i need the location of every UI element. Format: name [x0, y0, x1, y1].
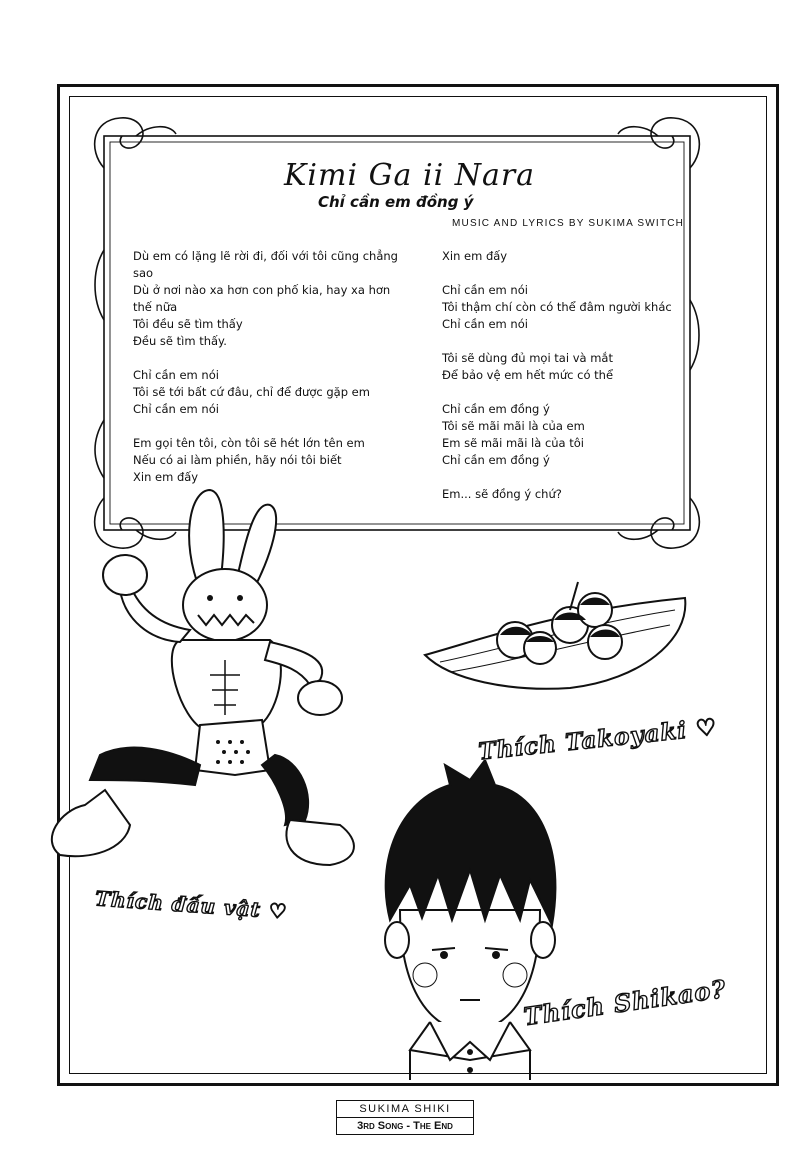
lyric-line: Tôi sẽ mãi mãi là của em: [442, 419, 585, 433]
lyric-stanza: [133, 435, 423, 486]
lyric-line: Tôi sẽ dùng đủ mọi tai và mắt: [442, 351, 613, 365]
lyric-line: Nếu có ai làm phiền, hãy nói tôi biết: [133, 453, 342, 467]
lyric-stanza: [133, 367, 423, 418]
lyric-line: Tôi thậm chí còn có thể đâm người khác: [442, 300, 672, 314]
chapter-end-label: [336, 1100, 474, 1135]
heart-icon: ♡: [694, 713, 719, 743]
series-name: SUKIMA SHIKI: [337, 1101, 473, 1118]
lyric-stanza: [133, 248, 423, 350]
song-subtitle: Chỉ cần em đồng ý: [318, 193, 474, 211]
lyric-line: Chỉ cần em nói: [133, 368, 219, 382]
lyric-line: Chỉ cần em đồng ý: [442, 402, 550, 416]
caption-text: Thích đấu vật: [94, 886, 262, 922]
heart-icon: ♡: [267, 898, 289, 924]
lyric-line: Dù em có lặng lẽ rời đi, đối với tôi cũng chẳng: [133, 249, 398, 263]
lyric-line: Chỉ cần em nói: [133, 402, 219, 416]
lyric-stanza: [442, 401, 692, 469]
lyric-line: Xin em đấy: [133, 470, 199, 484]
lyric-line: thế nữa: [133, 300, 178, 314]
lyric-stanza: [442, 350, 692, 384]
lyric-line: Đều sẽ tìm thấy.: [133, 334, 227, 348]
lyric-line: Chỉ cần em nói: [442, 317, 528, 331]
lyric-line: Em sẽ mãi mãi là của tôi: [442, 436, 584, 450]
lyrics-right-column: [442, 248, 692, 520]
rabbit-wrestler-illustration: [30, 480, 390, 870]
lyric-stanza: [442, 282, 692, 333]
lyric-line: Chỉ cần em nói: [442, 283, 528, 297]
lyric-stanza: [442, 486, 692, 503]
lyric-line: sao: [133, 266, 154, 280]
lyric-line: Tôi đều sẽ tìm thấy: [133, 317, 243, 331]
lyric-line: Xin em đấy: [442, 249, 508, 263]
caption-text: Thích Shikao?: [521, 973, 729, 1032]
song-title: Kimi Ga ii Nara: [284, 158, 536, 193]
lyrics-left-column: [133, 248, 423, 503]
takoyaki-illustration: [420, 580, 695, 695]
lyric-line: Chỉ cần em đồng ý: [442, 453, 550, 467]
lyric-line: Em... sẽ đồng ý chứ?: [442, 487, 562, 501]
lyric-line: Tôi sẽ tới bất cứ đâu, chỉ để được gặp em: [133, 385, 370, 399]
lyric-line: Em gọi tên tôi, còn tôi sẽ hét lớn tên em: [133, 436, 365, 450]
boy-shikao-illustration: [370, 760, 570, 1080]
caption-text: Thích Takoyaki: [477, 716, 689, 766]
lyric-line: Dù ở nơi nào xa hơn con phố kia, hay xa hơn: [133, 283, 391, 297]
chapter-status: 3rd Song - The End: [357, 1120, 453, 1132]
song-credit: MUSIC AND LYRICS BY SUKIMA SWITCH: [452, 218, 685, 229]
lyric-stanza: [442, 248, 692, 265]
lyric-line: Để bảo vệ em hết mức có thể: [442, 368, 614, 382]
